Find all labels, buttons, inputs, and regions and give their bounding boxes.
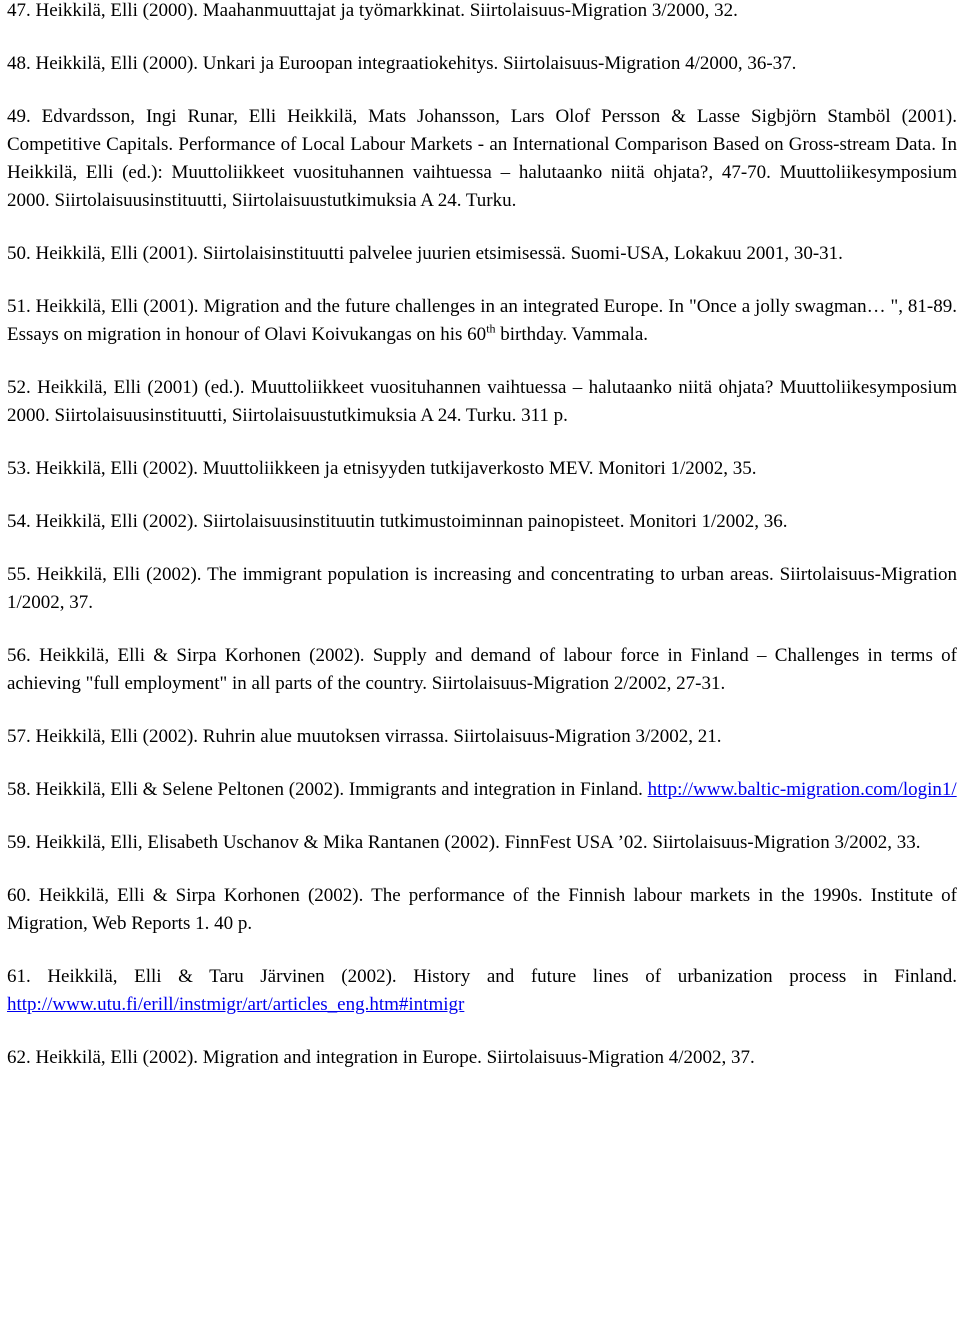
reference-entry (7, 723, 957, 751)
reference-text: Edvardsson, Ingi Runar, Elli Heikkilä, Mats Johansson, Lars Olof Persson & Lasse Sigbjörn Stamböl (2001). Competitive Capitals. Performance of Local Labour Markets - an International Comparison Based on Gross-stream Data. In Heikkilä, Elli (ed.): Muuttoliikkeet vuosituhannen vaihtuessa – halutaanko niitä ohjata?, 47-70. Muuttoliikesymposium 2000. Siirtolaisuusinstituutti, Siirtolaisuustutkimuksia A 24. Turku. (7, 106, 957, 211)
reference-text: Heikkilä, Elli & Selene Peltonen (2002). Immigrants and integration in Finland. (30, 779, 648, 800)
reference-number: 53. (7, 458, 31, 479)
reference-entry (7, 776, 957, 804)
reference-text: Heikkilä, Elli (2002). Muuttoliikkeen ja etnisyyden tutkijaverkosto MEV. Monitori 1/2002, 35. (30, 458, 757, 479)
ordinal-superscript: th (486, 321, 496, 336)
reference-number: 60. (7, 885, 31, 906)
reference-text: Heikkilä, Elli (2000). Maahanmuuttajat ja työmarkkinat. Siirtolaisuus-Migration 3/2000, 32. (30, 0, 738, 21)
reference-text: Heikkilä, Elli (2002). Siirtolaisuusinstituutin tutkimustoiminnan painopisteet. Monitori 1/2002, 36. (30, 511, 788, 532)
reference-entry (7, 963, 957, 1019)
reference-text: Heikkilä, Elli & Sirpa Korhonen (2002). Supply and demand of labour force in Finland – Challenges in terms of achieving "full employment" in all parts of the country. Siirtolaisuus-Migration 2/2002, 27-31. (7, 645, 957, 694)
reference-number: 57. (7, 726, 31, 747)
reference-number: 58. (7, 779, 31, 800)
reference-link[interactable]: http://www.baltic-migration.com/login1/ (647, 779, 957, 800)
reference-text: Heikkilä, Elli (2002). Ruhrin alue muutoksen virrassa. Siirtolaisuus-Migration 3/2002, 21. (30, 726, 722, 747)
reference-entry (7, 0, 957, 25)
reference-number: 56. (7, 645, 31, 666)
reference-number: 52. (7, 377, 31, 398)
reference-number: 51. (7, 296, 31, 317)
reference-number: 62. (7, 1047, 31, 1068)
reference-entry (7, 561, 957, 617)
reference-number: 55. (7, 564, 31, 585)
reference-text: Heikkilä, Elli (2001). Migration and the future challenges in an integrated Europe. In "Once a jolly swagman… ", 81-89. Essays on migration in honour of Olavi Koivukangas on his 60 (7, 296, 957, 345)
reference-link[interactable]: http://www.utu.fi/erill/instmigr/art/articles_eng.htm#intmigr (7, 994, 465, 1015)
reference-entry (7, 642, 957, 698)
reference-entry (7, 103, 957, 215)
reference-text: Heikkilä, Elli (2001) (ed.). Muuttoliikkeet vuosituhannen vaihtuessa – halutaanko niitä ohjata? Muuttoliikesymposium 2000. Siirtolaisuusinstituutti, Siirtolaisuustutkimuksia A 24. Turku. 311 p. (7, 377, 957, 426)
reference-text: Heikkilä, Elli, Elisabeth Uschanov & Mika Rantanen (2002). FinnFest USA ’02. Siirtolaisuus-Migration 3/2002, 33. (30, 832, 921, 853)
reference-entry (7, 240, 957, 268)
reference-entry (7, 50, 957, 78)
reference-entry (7, 1044, 957, 1072)
reference-number: 47. (7, 0, 31, 21)
reference-entry (7, 293, 957, 349)
reference-text: Heikkilä, Elli (2002). Migration and integration in Europe. Siirtolaisuus-Migration 4/2002, 37. (30, 1047, 755, 1068)
reference-number: 54. (7, 511, 31, 532)
reference-text: Heikkilä, Elli & Sirpa Korhonen (2002). The performance of the Finnish labour markets in the 1990s. Institute of Migration, Web Reports 1. 40 p. (7, 885, 957, 934)
reference-entry (7, 882, 957, 938)
reference-text: Heikkilä, Elli (2002). The immigrant population is increasing and concentrating to urban areas. Siirtolaisuus-Migration 1/2002, 37. (7, 564, 957, 613)
reference-text: birthday. Vammala. (495, 324, 649, 345)
reference-number: 48. (7, 53, 31, 74)
reference-entry (7, 508, 957, 536)
reference-number: 50. (7, 243, 31, 264)
reference-entry (7, 374, 957, 430)
reference-entry (7, 829, 957, 857)
reference-entry (7, 455, 957, 483)
reference-text: Heikkilä, Elli & Taru Järvinen (2002). History and future lines of urbanization process in Finland. (30, 966, 957, 987)
reference-number: 61. (7, 966, 31, 987)
reference-number: 59. (7, 832, 31, 853)
reference-number: 49. (7, 106, 31, 127)
reference-text: Heikkilä, Elli (2000). Unkari ja Euroopan integraatiokehitys. Siirtolaisuus-Migration 4/2000, 36-37. (30, 53, 797, 74)
reference-text: Heikkilä, Elli (2001). Siirtolaisinstituutti palvelee juurien etsimisessä. Suomi-USA, Lokakuu 2001, 30-31. (30, 243, 843, 264)
